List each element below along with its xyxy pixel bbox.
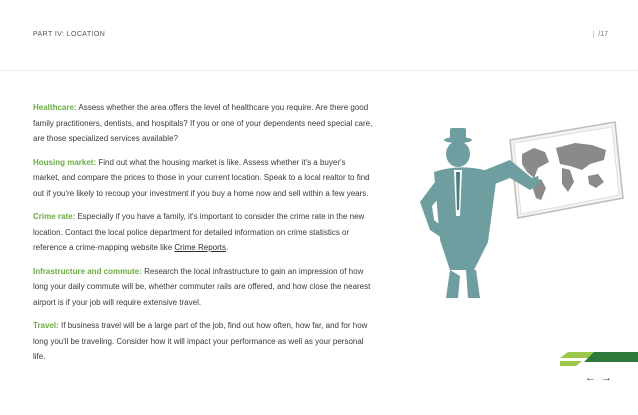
paragraph-crime-rate — [33, 209, 373, 256]
businessman-pointing-at-world-map-icon — [410, 120, 625, 300]
page-number-label: /17 — [598, 31, 608, 38]
paragraph-text: Find out what the housing market is like. Assess whether it's a buyer's market, and compare the prices to those in your current location. Speak to a local realtor to find out if you're likely to recoup your investment if you buy a home now and sell within a few years. — [33, 157, 370, 198]
paragraph-text-end: . — [225, 243, 229, 252]
next-page-arrow-icon[interactable]: → — [601, 372, 612, 384]
paragraph-text: Research the local infrastructure to gain an impression of how long your daily commute will be, whether commuter rails are offered, and how close the nearest airport is if your job will require extensive travel. — [33, 266, 371, 307]
crime-reports-link[interactable]: Crime Reports — [174, 243, 226, 252]
paragraph-infrastructure — [33, 264, 373, 311]
page-number — [592, 31, 608, 38]
paragraph-travel — [33, 318, 373, 365]
page-header — [0, 0, 638, 71]
paragraph-text: If business travel will be a large part of the job, find out how often, how far, and for how long you'll be traveling. Consider how it will impact your performance as well as your personal life. — [33, 321, 368, 361]
page-separator: | — [592, 31, 595, 38]
paragraph-lead: Crime rate: — [33, 212, 76, 221]
body-content — [33, 100, 373, 373]
paragraph-lead: Housing market: — [33, 157, 97, 167]
paragraph-text: Especially if you have a family, it's important to consider the crime rate in the new location. Contact the local police department for detailed information on crime statistics or reference a crime-mapping website like — [33, 212, 365, 252]
world-map-icon — [510, 122, 623, 218]
paragraph-housing-market — [33, 155, 373, 202]
paragraph-lead: Travel: — [33, 321, 59, 330]
paragraph-text: Assess whether the area offers the level of healthcare you require. Are there good family practitioners, dentists, and hospitals? If you or one of your dependents need special care, are those specialized services available? — [33, 103, 373, 143]
paragraph-lead: Infrastructure and commute: — [33, 266, 142, 276]
paragraph-healthcare — [33, 100, 373, 147]
decorative-stripes — [560, 346, 638, 368]
previous-page-arrow-icon[interactable]: ← — [585, 372, 596, 384]
section-title: PART IV: LOCATION — [33, 31, 106, 38]
paragraph-lead: Healthcare: — [33, 103, 77, 112]
